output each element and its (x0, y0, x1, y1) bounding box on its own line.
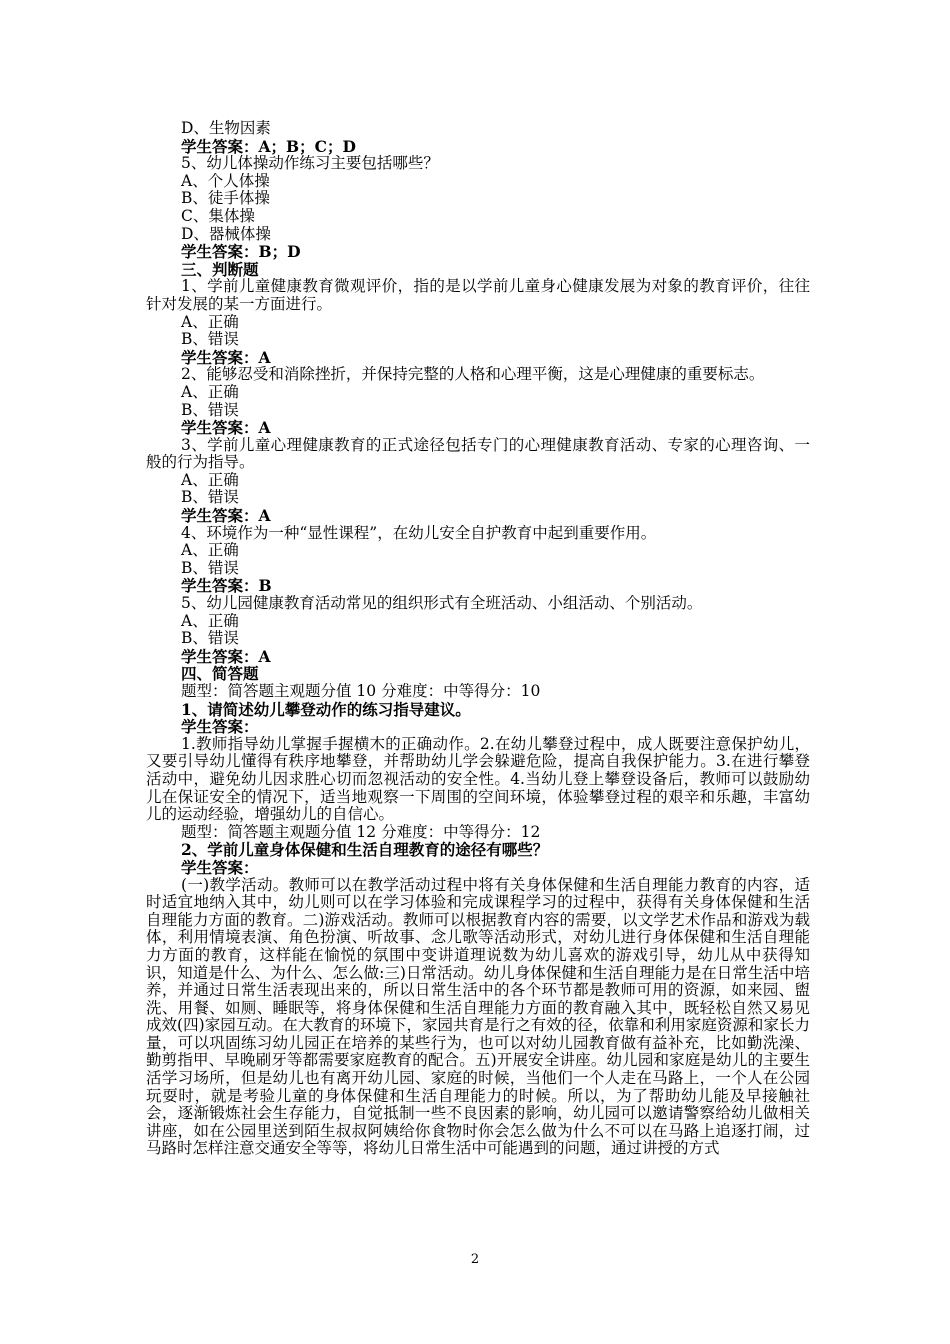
answer-option: A、个人体操 (181, 171, 270, 190)
page-number: 2 (470, 1252, 480, 1267)
paragraph: 3、学前儿童心理健康教育的正式途径包括专门的心理健康教育活动、专家的心理咨询、一般的行为指导。 (146, 435, 810, 472)
question-text: 4、环境作为一种“显性课程”，在幼儿安全自护教育中起到重要作用。 (181, 523, 657, 542)
paragraph: 2、能够忍受和消除挫折，并保持完整的人格和心理平衡，这是心理健康的重要标志。 (181, 365, 765, 384)
answer-option: A、正确 (181, 312, 239, 331)
student-answer: 学生答案： (181, 717, 259, 737)
paragraph: (一)教学活动。教师可以在教学活动过程中将有关身体保健和生活自理能力教育的内容，适时适宜地纳入其中，幼儿则可以在学习体验和完成课程学习的过程中，获得有关身体保健和生活自理能力方面的教育。二)游戏活动。教师可以根据教育内容的需要，以文学艺术作品和游戏为载体，利用情境表演、角色扮演、听故事、念儿歌等活动形式，对幼儿进行身体保健和生活自理能力方面的教育，这样能在愉悦的氛围中变讲道理说数为幼儿喜欢的游戏引导，幼儿从中获得知识，知道是什么、为什么、怎么做:三)日常活动。幼儿身体保健和生活自理能力是在日常生活中培养，并通过日常生活表现出来的，所以日常生活中的各个环节都是教师可用的资源，如来园、盥洗、用餐、如厕、睡眠等，将身体保健和生活自理能力方面的教育融入其中，既轻松自然又易见成效(四)家园互动。在大教育的环境下，家园共育是行之有效的径，依靠和利用家庭资源和家长力量，可以巩固练习幼儿园正在培养的某些行为，也可以对幼儿园教育做有益补充，比如勤洗澡、勤剪指甲、早晚刷牙等都需要家庭教育的配合。五)开展安全讲座。幼儿园和家庭是幼儿的主要生活学习场所，但是幼儿也有离开幼儿园、家庭的时候，当他们一个人走在马路上，一个人在公园玩耍时，就是考验儿童的身体保健和生活自理能力的时候。所以，为了帮助幼儿能及早接触社会，逐渐锻炼社会生存能力，自觉抵制一些不良因素的影响，幼儿园可以邀请警察给幼儿做相关讲座，如在公园里送到陌生叔叔阿姨给你食物时你会怎么做为什么不可以在马路上追逐打闹，过马路时怎样注意交通安全等等，将幼儿日常生活中可能遇到的问题，通过讲授的方式 (146, 875, 810, 1158)
answer-option: B、错误 (181, 400, 239, 419)
answer-option: A、正确 (181, 470, 239, 489)
student-answer: 学生答案：B (181, 576, 272, 596)
answer-option: A、正确 (181, 541, 239, 560)
student-answer: 学生答案：A；B；C；D (181, 136, 356, 156)
question-text: 5、幼儿体操动作练习主要包括哪些？ (181, 154, 439, 173)
section-heading: 三、判断题 (181, 259, 259, 279)
paragraph: 1.教师指导幼儿掌握手握横木的正确动作。2.在幼儿攀登过程中，成人既要注意保护幼儿，又要引导幼儿懂得有秩序地攀登，并帮助幼儿学会躲避危险，提高自我保护能力。3.在进行攀登活动中，避免幼儿因求胜心切而忽视活动的安全性。4.当幼儿登上攀登设备后，教师可以鼓励幼儿在保证安全的情况下，适当地观察一下周围的空间环境，体验攀登过程的艰辛和乐趣，丰富幼儿的运动经验，增强幼儿的自信心。 (146, 734, 810, 824)
question-meta: 题型：简答题主观题分值 10 分难度：中等得分：10 (181, 682, 541, 700)
answer-option: D、生物因素 (181, 119, 271, 137)
student-answer: 2、学前儿童身体保健和生活自理教育的途径有哪些？ (181, 840, 549, 860)
student-answer: 学生答案：A (181, 646, 271, 666)
section-heading: 四、简答题 (181, 664, 259, 684)
paragraph: 1、学前儿童健康教育微观评价，指的是以学前儿童身心健康发展为对象的教育评价，往往针对发展的某一方面进行。 (146, 277, 810, 313)
answer-option: D、器械体操 (181, 224, 271, 243)
question-text: 5、幼儿园健康教育活动常见的组织形式有全班活动、小组活动、个别活动。 (181, 594, 703, 613)
answer-option: C、集体操 (181, 206, 255, 225)
answer-option: B、错误 (181, 488, 239, 507)
answer-option: B、错误 (181, 558, 239, 577)
answer-option: B、错误 (181, 629, 239, 648)
student-answer: 1、请简述幼儿攀登动作的练习指导建议。 (181, 699, 471, 719)
student-answer: 学生答案：A (181, 347, 271, 367)
answer-option: B、错误 (181, 330, 239, 349)
student-answer: 学生答案： (181, 857, 259, 877)
question-meta: 题型：简答题主观题分值 12 分难度：中等得分：12 (181, 822, 541, 841)
answer-option: A、正确 (181, 611, 239, 630)
answer-option: A、正确 (181, 382, 239, 401)
student-answer: 学生答案：A (181, 418, 271, 438)
student-answer: 学生答案：B；D (181, 242, 301, 262)
answer-option: B、徒手体操 (181, 189, 270, 208)
document-body (146, 120, 810, 1158)
student-answer: 学生答案：A (181, 506, 271, 526)
